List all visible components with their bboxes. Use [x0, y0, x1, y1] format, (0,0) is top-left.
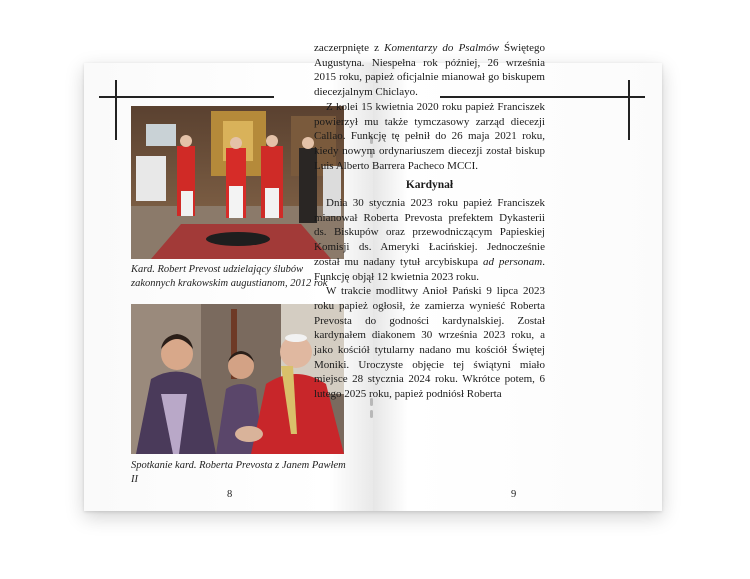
p1-text-a: zaczerpnięte z	[314, 42, 385, 54]
photo1-caption: Kard. Robert Prevost udzielający ślubów zakonnych krakowskim augustianom, 2012 rok	[131, 264, 328, 289]
staple-bottom-2	[370, 410, 373, 418]
p1-italic: Komentarzy do Psalmów	[384, 42, 499, 54]
photo-meeting-pope	[131, 304, 344, 454]
p3-text-a: Dnia 30 stycznia 2023 roku papież Franciszek mianował Roberta Prevosta prefektem Dykasterii ds. Biskupów oraz przewodniczącym Papieskiej Komisji ds. Ameryki Łacińskiej. Jednocześnie został mu nadany tytuł arcybiskupa	[314, 197, 545, 268]
right-page-number: 9	[511, 489, 517, 500]
p1-text-b: Świętego Augustyna. Niespełna rok później, 26 września 2015 roku, papież oficjalnie mianował go biskupem diecezjalnym Chiclayo.	[314, 42, 545, 99]
p3-text-b: . Funkcję objął 12 kwietnia 2023 roku.	[314, 255, 545, 283]
paragraph-3	[314, 196, 545, 284]
paragraph-2: Z kolei 15 kwietnia 2020 roku papież Franciszek powierzył mu także tymczasowy zarząd diecezji Callao. Funkcję tę pełnił do 26 maja 2021 roku, kiedy nowym ordynariuszem diecezji został biskup Luis Alberto Barrera Pacheco MCCI.	[314, 100, 545, 172]
p3-italic: ad personam	[483, 255, 543, 268]
photo-vows-ceremony	[131, 106, 344, 259]
right-page-body	[314, 41, 545, 402]
meeting-image	[131, 304, 344, 454]
paragraph-4: W trakcie modlitwy Anioł Pański 9 lipca 2023 roku papież ogłosił, że zamierza wynieść Roberta Prevosta do godności kardynalskiej. Został kardynałem diakonem 30 września 2023 roku, a jako kościół tytularny nadano mu kościół Świętej Moniki. Uroczyste objęcie tej świątyni miało miejsce 28 stycznia 2024 roku. Wkrótce potem, 6 lutego 2025 roku, papież podniósł Roberta	[314, 285, 545, 401]
ceremony-image	[131, 106, 344, 259]
right-corner-rule-v	[628, 80, 630, 140]
section-heading: Kardynał	[405, 179, 454, 192]
paragraph-1	[314, 41, 545, 100]
photo2-caption: Spotkanie kard. Roberta Prevosta z Janem Pawłem II	[131, 460, 346, 485]
left-corner-rule-v	[115, 80, 117, 140]
left-corner-rule-h	[99, 96, 274, 98]
left-page-number: 8	[227, 489, 233, 500]
